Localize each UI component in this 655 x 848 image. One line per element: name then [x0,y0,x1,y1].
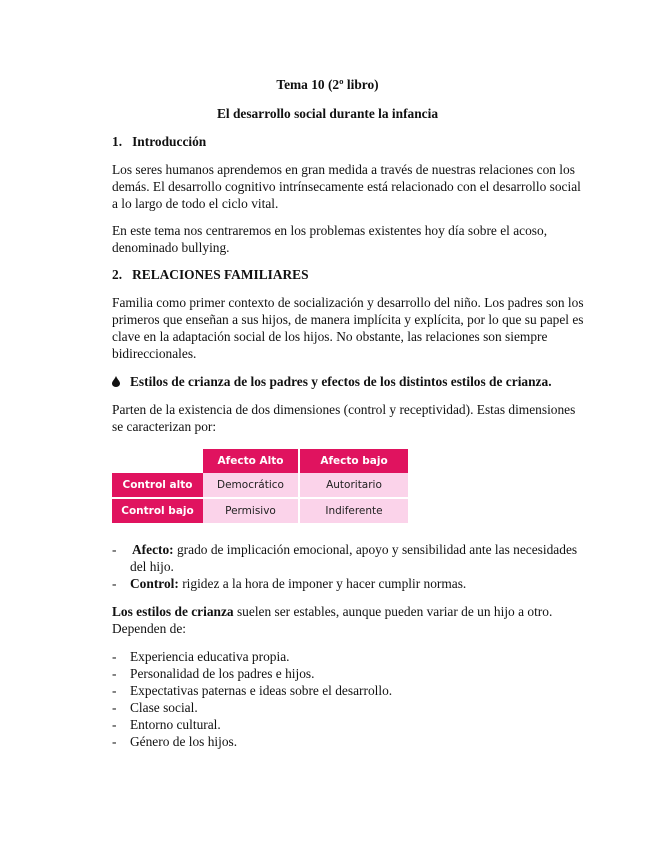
table-row-header: Control bajo [112,497,203,523]
term-afecto: Afecto: [132,542,174,557]
paragraph-line: clave en la adaptación social de los hijos. No obstante, las relaciones son siempre [112,329,548,344]
paragraph-line: primeros que enseñan a sus hijos, de manera implícita y explícita, por lo que su papel es [112,312,584,327]
afecto-definition: grado de implicación emocional, apoyo y sensibilidad ante las necesidades [173,542,578,557]
control-definition: rigidez a la hora de imponer y hacer cumplir normas. [178,576,467,591]
table-corner [112,449,203,473]
list-item [132,541,577,558]
list-item: Experiencia educativa propia. [130,649,290,664]
table-cell: Indiferente [298,497,408,523]
term-estilos: Los estilos de crianza [112,604,234,619]
list-item: Personalidad de los padres e hijos. [130,666,315,681]
paragraph-line: denominado bullying. [112,240,230,255]
document-title: Tema 10 (2º libro) [276,77,379,92]
table-col-header: Afecto bajo [298,449,408,473]
list-item: Expectativas paternas e ideas sobre el desarrollo. [130,683,393,698]
list-item: Clase social. [130,700,198,715]
paragraph-line: demás. El desarrollo cognitivo intrínsecamente está relacionado con el desarrollo social [112,179,581,194]
list-dash: - [112,683,117,698]
list-dash: - [112,576,117,591]
table-row-header: Control alto [112,473,203,497]
paragraph-line [112,603,552,620]
paragraph-line: bidireccionales. [112,346,197,361]
list-dash: - [112,649,117,664]
list-item-continuation: del hijo. [130,559,174,574]
list-item [130,575,466,592]
list-dash: - [112,666,117,681]
table-cell: Democrático [203,473,298,497]
estilos-text: suelen ser estables, aunque pueden variar de un hijo a otro. [233,604,553,619]
list-item: Género de los hijos. [130,734,238,749]
list-dash: - [112,734,117,749]
paragraph-line: a lo largo de todo el ciclo vital. [112,196,279,211]
paragraph-line: En este tema nos centraremos en los problemas existentes hoy día sobre el acoso, [112,223,548,238]
paragraph-line: Familia como primer contexto de socialización y desarrollo del niño. Los padres son los [112,295,584,310]
paragraph-line: Dependen de: [112,621,186,636]
table-col-header: Afecto Alto [203,449,298,473]
bullet-heading: Estilos de crianza de los padres y efectos de los distintos estilos de crianza. [130,374,552,389]
list-dash: - [112,542,117,557]
term-control: Control: [130,576,179,591]
parenting-styles-table [112,449,408,523]
list-item: Entorno cultural. [130,717,221,732]
document-subtitle: El desarrollo social durante la infancia [216,106,439,121]
paragraph-line: se caracterizan por: [112,419,217,434]
table-cell: Permisivo [203,497,298,523]
list-dash: - [112,700,117,715]
table-cell: Autoritario [298,473,408,497]
list-dash: - [112,717,117,732]
section-1-heading: 1. Introducción [112,134,207,149]
paragraph-line: Los seres humanos aprendemos en gran medida a través de nuestras relaciones con los [112,162,575,177]
paragraph-line: Parten de la existencia de dos dimensiones (control y receptividad). Estas dimensiones [112,402,576,417]
section-2-heading: 2. RELACIONES FAMILIARES [112,267,309,282]
bullet-drop-icon [112,376,120,387]
